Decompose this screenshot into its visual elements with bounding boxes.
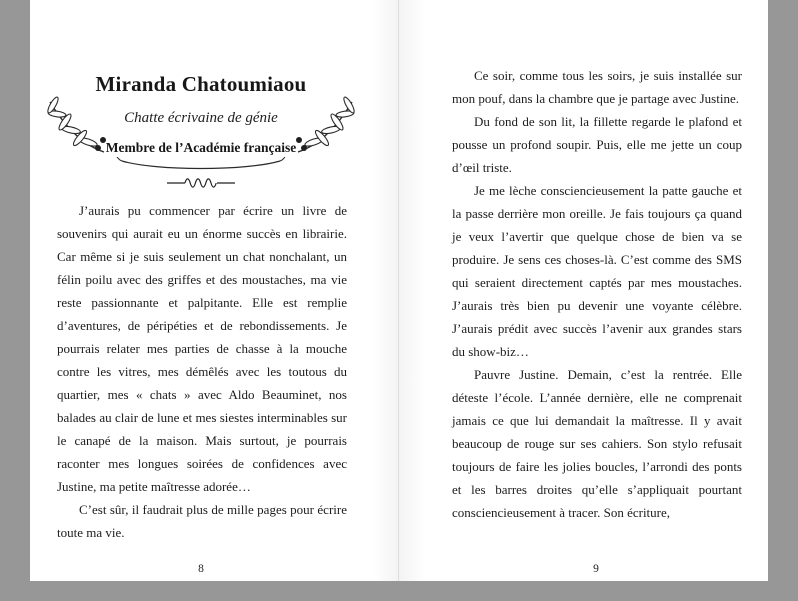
paragraph: Du fond de son lit, la fillette regarde le plafond et pousse un profond soupir. Puis, elle me jette un coup d’œil triste. [452, 114, 742, 175]
paragraph: C’est sûr, il faudrait plus de mille pages pour écrire toute ma vie. [57, 502, 347, 540]
book-spread [30, 0, 768, 581]
page-gutter-line [398, 0, 399, 581]
paragraph: Je me lèche consciencieusement la patte gauche et la passe derrière mon oreille. Je fais toujours ça quand je veux l’avertir que quelque chose de bien va se produire. Je sens ces choses-là. C’est comme des SMS qui seraient directement captés par mes moustaches. J’aurais très bien pu devenir une voyante célèbre. J’aurais prédit avec succès l’avenir aux grandes stars du show-biz… [452, 183, 742, 359]
right-page-text [452, 64, 742, 524]
paragraph: Pauvre Justine. Demain, c’est la rentrée. Elle déteste l’école. L’année dernière, elle ne comprenait jamais ce que lui demandait la maîtresse. Il y avait beaucoup de rouge sur ses cahiers. Son stylo refusait toujours de faire les jolies boucles, l’arrondi des ponts et les barres droites qu’elle s’appliquait pourtant consciencieusement à tracer. Son écriture, [452, 367, 742, 520]
squiggle-divider-icon [166, 175, 236, 191]
left-page-text [57, 199, 347, 544]
page-number-right: 9 [593, 563, 599, 575]
author-subtitle: Chatte écrivaine de génie [124, 110, 278, 126]
author-membership: Membre de l’Académie française [105, 140, 297, 155]
paragraph: J’aurais pu commencer par écrire un livre de souvenirs qui aurait eu un énorme succès en librairie. Car même si je suis seulement un chat nonchalant, un félin poilu avec des griffes et des moustaches, ma vie reste passionnante et palpitante. Elle est remplie d’aventures, de péripéties et de rebondissements. Je pourrais relater mes parties de chasse à la mouche contre les vitres, mes démêlés avec les toutous du quartier, mes « chats » avec Aldo Beauminet, nos balades au clair de lune et mes siestes interminables sur le canapé de la maison. Mais surtout, je pourrais raconter mes longues soirées de confidences avec Justine, ma petite maîtresse adorée… [57, 203, 347, 494]
paragraph: Ce soir, comme tous les soirs, je suis installée sur mon pouf, dans la chambre que je partage avec Justine. [452, 68, 742, 106]
author-title: Miranda Chatoumiaou [95, 72, 307, 96]
page-left [30, 0, 399, 581]
swash-underline-icon [116, 157, 286, 173]
page-number-left: 8 [198, 563, 204, 575]
page-right [399, 0, 768, 581]
